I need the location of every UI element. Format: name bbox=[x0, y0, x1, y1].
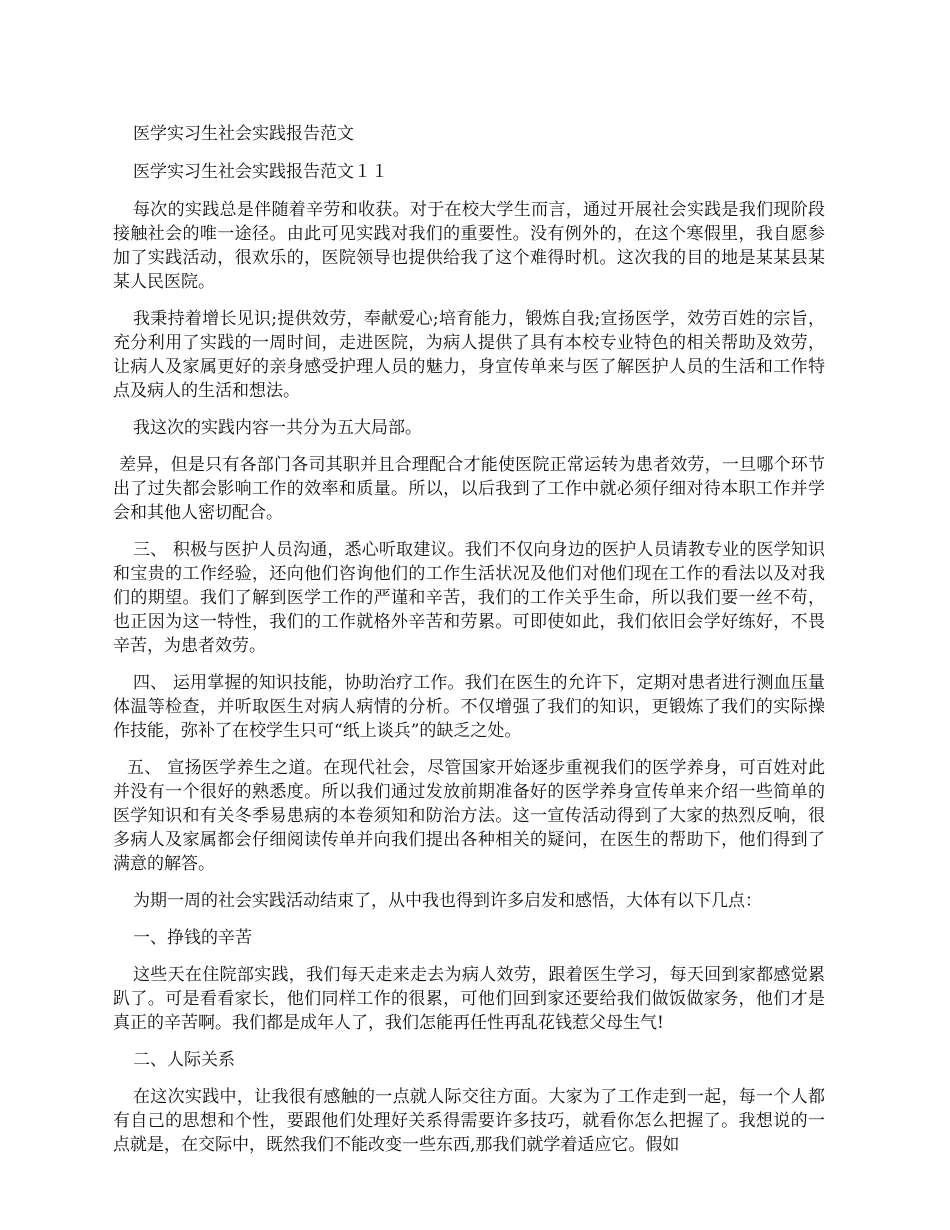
paragraph: 在这次实践中，让我很有感触的一点就人际交往方面。大家为了工作走到一起，每一个人都有自己的思想和个性，要跟他们处理好关系得需要许多技巧，就看你怎么把握了。我想说的一点就是，在交际中，既然我们不能改变一些东西,那我们就学着适应它。假如 bbox=[113, 1087, 825, 1155]
paragraph: 这些天在住院部实践，我们每天走来走去为病人效劳，跟着医生学习，每天回到家都感觉累趴了。可是看看家长，他们同样工作的很累，可他们回到家还要给我们做饭做家务，他们才是真正的辛苦啊。我们都是成年人了，我们怎能再任性再乱花钱惹父母生气! bbox=[113, 965, 825, 1033]
document-title: 医学实习生社会实践报告范文 bbox=[133, 124, 354, 144]
document-page bbox=[113, 122, 825, 1170]
paragraph: 为期一周的社会实践活动结束了，从中我也得到许多启发和感悟，大体有以下几点： bbox=[133, 891, 762, 911]
section-heading: 一、挣钱的辛苦 bbox=[133, 928, 252, 948]
paragraph: 我这次的实践内容一共分为五大局部。 bbox=[133, 418, 422, 438]
paragraph: 四、 运用掌握的知识技能，协助治疗工作。我们在医生的允许下，定期对患者进行测血压量体温等检查，并听取医生对病人病情的分析。不仅增强了我们的知识，更锻炼了我们的实际操作技能，弥补了在校学生只可“纸上谈兵”的缺乏之处。 bbox=[113, 673, 825, 741]
paragraph: 差异，但是只有各部门各司其职并且合理配合才能使医院正常运转为患者效劳，一旦哪个环节出了过失都会影响工作的效率和质量。所以，以后我到了工作中就必须仔细对待本职工作并学会和其他人密切配合。 bbox=[113, 455, 825, 523]
section-heading: 二、人际关系 bbox=[133, 1050, 235, 1070]
paragraph: 五、 宣扬医学养生之道。在现代社会，尽管国家开始逐步重视我们的医学养身，可百姓对此并没有一个很好的熟悉度。所以我们通过发放前期准备好的医学养身宣传单来介绍一些简单的医学知识和有关冬季易患病的本卷须知和防治方法。这一宣传活动得到了大家的热烈反响，很多病人及家属都会仔细阅读传单并向我们提出各种相关的疑问，在医生的帮助下，他们得到了满意的解答。 bbox=[113, 758, 825, 874]
paragraph: 我秉持着增长见识;提供效劳，奉献爱心;培育能力，锻炼自我;宣扬医学，效劳百姓的宗旨，充分利用了实践的一周时间，走进医院，为病人提供了具有本校专业特色的相关帮助及效劳，让病人及家属更好的亲身感受护理人员的魅力，身宣传单来与医了解医护人员的生活和工作特点及病人的生活和想法。 bbox=[113, 309, 825, 401]
paragraph: 三、 积极与医护人员沟通，悉心听取建议。我们不仅向身边的医护人员请教专业的医学知识和宝贵的工作经验，还向他们咨询他们的工作生活状况及他们对他们现在工作的看法以及对我们的期望。我们了解到医学工作的严谨和辛苦，我们的工作关乎生命，所以我们要一丝不苟，也正因为这一特性，我们的工作就格外辛苦和劳累。可即使如此，我们依旧会学好练好，不畏辛苦，为患者效劳。 bbox=[113, 540, 825, 656]
paragraph: 每次的实践总是伴随着辛劳和收获。对于在校大学生而言，通过开展社会实践是我们现阶段接触社会的唯一途径。由此可见实践对我们的重要性。没有例外的，在这个寒假里，我自愿参加了实践活动，很欢乐的，医院领导也提供给我了这个难得时机。这次我的目的地是某某县某某人民医院。 bbox=[113, 200, 825, 292]
document-subtitle: 医学实习生社会实践报告范文１１ bbox=[133, 162, 388, 182]
